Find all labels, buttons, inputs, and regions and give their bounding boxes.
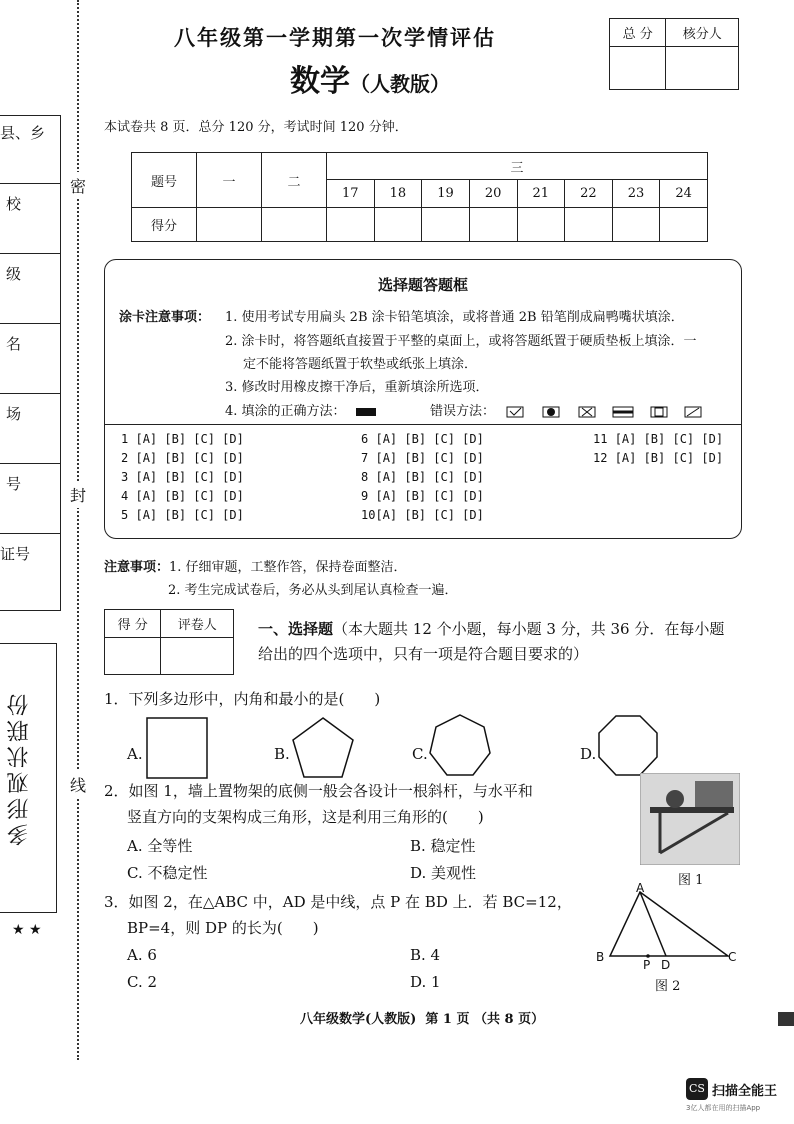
exam-title: 八年级第一学期第一次学情评估 — [174, 25, 496, 50]
section-1-desc-1: （本大题共 12 个小题，每小题 3 分，共 36 分．在每小题 — [333, 620, 725, 638]
section-1-desc-2: 给出的四个选项中，只有一项是符合题目要求的） — [258, 645, 589, 663]
note-1: 1. 使用考试专用扁头 2B 涂卡铅笔填涂，或将普通 2B 铅笔削成扁鸭嘴状填涂． — [225, 310, 684, 325]
score-cell[interactable] — [327, 208, 375, 242]
section-1-title: 一、选择题 — [258, 620, 334, 638]
score-cell[interactable] — [262, 208, 327, 242]
pentagon-shape — [290, 716, 356, 780]
score-table — [131, 152, 708, 242]
answer-col-3 — [593, 432, 723, 470]
square-shape — [145, 716, 211, 782]
answer-row[interactable]: 10[A] [B] [C] [D] — [361, 508, 484, 522]
label-school: 校 — [6, 195, 22, 213]
label-room: 场 — [6, 405, 22, 423]
shelf-photo — [640, 773, 740, 865]
q1-option-d: D. — [580, 745, 597, 763]
answer-row[interactable]: 5 [A] [B] [C] [D] — [121, 508, 244, 522]
point-a-label: A — [636, 881, 645, 895]
total-score-label: 总 分 — [610, 19, 666, 47]
answer-row[interactable]: 11 [A] [B] [C] [D] — [593, 432, 724, 446]
label-class: 级 — [6, 265, 22, 283]
answer-row[interactable]: 9 [A] [B] [C] [D] — [361, 489, 484, 503]
q2-stem-2: 竖直方向的支架构成三角形，这是利用三角形的( ) — [127, 808, 484, 826]
q1-option-a: A. — [127, 745, 143, 763]
q3-option-a: A. 6 — [127, 946, 157, 964]
q-number: 22 — [565, 180, 613, 208]
scanner-name: 扫描全能王 — [712, 1084, 778, 1099]
label-seat: 号 — [6, 475, 22, 493]
answer-row[interactable]: 7 [A] [B] [C] [D] — [361, 451, 484, 465]
answer-box — [104, 259, 742, 539]
correct-fill-icon — [356, 408, 376, 416]
attention-label: 注意事项： — [104, 560, 170, 575]
figure-2-caption: 图 2 — [655, 979, 681, 994]
answer-row[interactable]: 6 [A] [B] [C] [D] — [361, 432, 484, 446]
answer-row[interactable]: 4 [A] [B] [C] [D] — [121, 489, 244, 503]
label-county: 县、乡 — [0, 124, 46, 142]
note-3: 3. 修改时用橡皮擦干净后，重新填涂所选项． — [225, 380, 489, 395]
checker-cell[interactable] — [666, 47, 739, 90]
grader-label: 评卷人 — [161, 610, 234, 638]
row-label-number: 题号 — [132, 153, 197, 208]
note-4 — [225, 400, 382, 419]
q3-stem-1: 3．如图 2，在△ABC 中，AD 是中线，点 P 在 BD 上．若 BC=12， — [104, 893, 572, 911]
wrong-marks-icon — [505, 405, 725, 419]
q1-option-c: C. — [412, 745, 428, 763]
answer-row[interactable]: 1 [A] [B] [C] [D] — [121, 432, 244, 446]
answer-col-2 — [361, 432, 484, 527]
answer-col-1 — [121, 432, 244, 527]
row-label-score: 得分 — [132, 208, 197, 242]
answer-divider — [105, 424, 741, 425]
score-cell[interactable] — [197, 208, 262, 242]
label-name: 名 — [6, 335, 22, 353]
total-score-box — [609, 18, 739, 90]
subject-title — [290, 56, 450, 100]
grader-score-label: 得 分 — [105, 610, 161, 638]
q3-option-b: B. 4 — [410, 946, 441, 964]
triangle-figure — [596, 880, 746, 968]
point-p-label: P — [643, 958, 651, 972]
seal-xian: 线 — [70, 771, 86, 798]
point-b-label: B — [596, 950, 605, 964]
q-number: 19 — [422, 180, 470, 208]
intro-text: 本试卷共 8 页．总分 120 分，考试时间 120 分钟． — [104, 120, 408, 135]
stars: ★ ★ — [12, 922, 42, 938]
q3-option-c: C. 2 — [127, 973, 158, 991]
q2-stem-1: 2．如图 1，墙上置物架的底侧一般会各设计一根斜杆，与水平和 — [104, 782, 533, 800]
q3-option-d: D. 1 — [410, 973, 441, 991]
corner-mark — [778, 1012, 794, 1026]
score-cell[interactable] — [612, 208, 660, 242]
note-label: 涂卡注意事项： — [119, 310, 211, 325]
heptagon-shape — [427, 712, 493, 782]
subject-name: 数学 — [290, 64, 350, 99]
score-cell[interactable] — [469, 208, 517, 242]
point-d-label: D — [661, 958, 671, 972]
q3-stem-2: BP=4，则 DP 的长为( ) — [127, 919, 319, 937]
q2-option-b: B. 稳定性 — [410, 837, 476, 855]
grader-name-cell[interactable] — [161, 638, 234, 675]
answer-box-title: 选择题答题框 — [377, 276, 468, 294]
info-box — [0, 115, 61, 611]
q-number: 23 — [612, 180, 660, 208]
label-id: 证号 — [0, 545, 31, 563]
octagon-shape — [596, 714, 660, 778]
attention — [104, 556, 407, 575]
score-cell[interactable] — [517, 208, 565, 242]
note-2: 2. 涂卡时，将答题纸直接置于平整的桌面上，或将答题纸置于硬质垫板上填涂．一 — [225, 334, 697, 349]
grader-score-cell[interactable] — [105, 638, 161, 675]
vertical-text: 多形观状联份 — [7, 690, 32, 846]
answer-row[interactable]: 8 [A] [B] [C] [D] — [361, 470, 484, 484]
q-number: 18 — [374, 180, 422, 208]
score-cell[interactable] — [422, 208, 470, 242]
wrong-label: 错误方法： — [430, 404, 496, 419]
q2-option-a: A. 全等性 — [127, 837, 193, 855]
score-cell[interactable] — [660, 208, 708, 242]
attention-2: 2. 考生完成试卷后，务必从头到尾认真检查一遍． — [168, 583, 458, 598]
score-cell[interactable] — [565, 208, 613, 242]
q1-option-b: B. — [274, 745, 290, 763]
grader-box — [104, 609, 234, 675]
attention-1: 1. 仔细审题，工整作答，保持卷面整洁． — [169, 560, 407, 575]
score-cell[interactable] — [374, 208, 422, 242]
q2-option-d: D. 美观性 — [410, 864, 477, 882]
q-number: 17 — [327, 180, 375, 208]
total-score-cell[interactable] — [610, 47, 666, 90]
checker-label: 核分人 — [666, 19, 739, 47]
section-3-head: 三 — [327, 153, 708, 180]
figure-1-caption: 图 1 — [678, 873, 704, 888]
seal-line — [77, 0, 79, 1060]
section-2-head: 二 — [262, 153, 327, 208]
scanner-logo-icon: CS — [686, 1078, 708, 1100]
point-c-label: C — [728, 950, 737, 964]
answer-row[interactable]: 12 [A] [B] [C] [D] — [593, 451, 724, 465]
q-number: 24 — [660, 180, 708, 208]
section-1-head: 一 — [197, 153, 262, 208]
note-2b: 定不能将答题纸置于软垫或纸张上填涂． — [243, 357, 478, 372]
edition: （人教版） — [350, 72, 450, 96]
wrong-methods — [430, 400, 731, 419]
seal-mi: 密 — [70, 172, 86, 199]
scanner-sub: 3亿人都在用的扫描App — [686, 1104, 761, 1112]
q-number: 20 — [469, 180, 517, 208]
answer-row[interactable]: 3 [A] [B] [C] [D] — [121, 470, 244, 484]
seal-feng: 封 — [70, 481, 86, 508]
q1-stem: 1．下列多边形中，内角和最小的是( ) — [104, 690, 381, 708]
q2-option-c: C. 不稳定性 — [127, 864, 208, 882]
answer-row[interactable]: 2 [A] [B] [C] [D] — [121, 451, 244, 465]
q-number: 21 — [517, 180, 565, 208]
section-1-desc — [258, 618, 724, 639]
note-4-text: 4. 填涂的正确方法： — [225, 404, 346, 419]
page-footer: 八年级数学(人教版) 第 1 页 （共 8 页） — [300, 1012, 545, 1027]
